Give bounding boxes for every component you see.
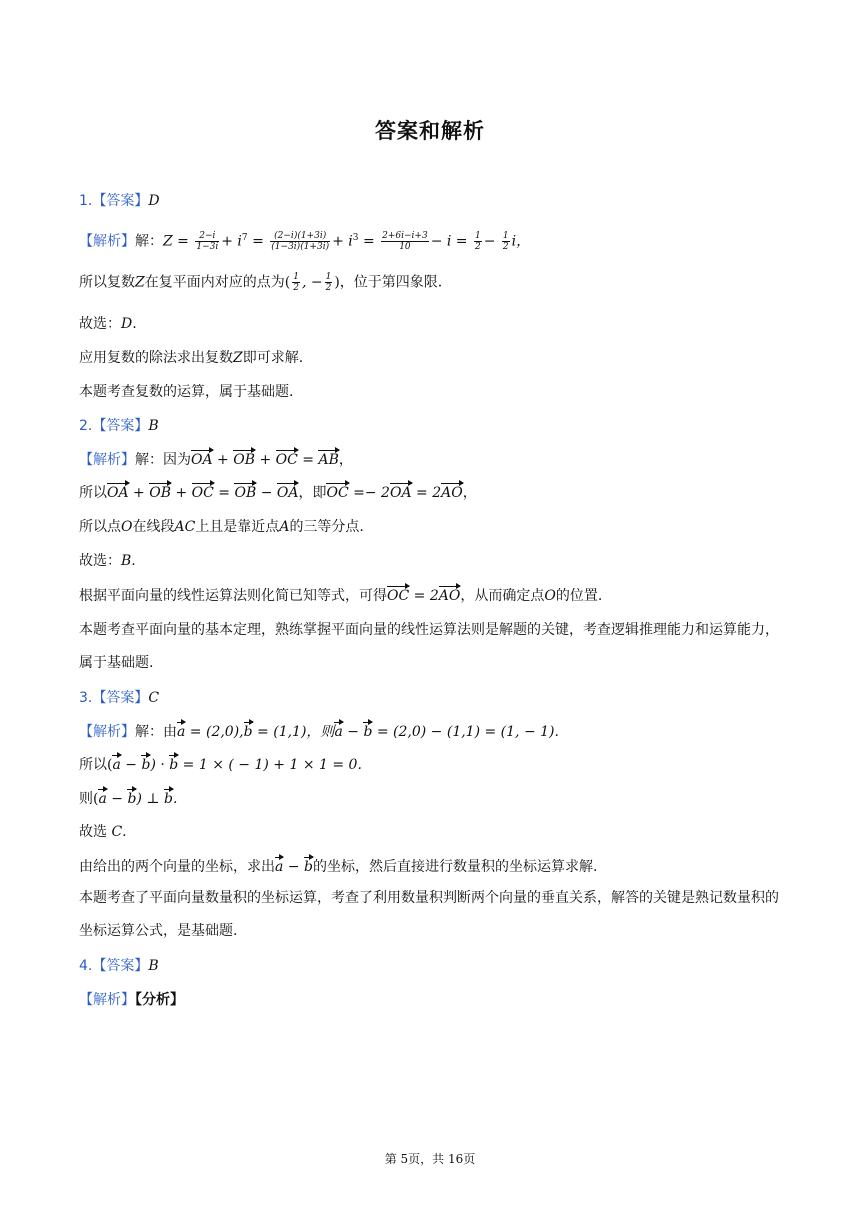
denominator: 10 [399,242,411,253]
q2-derive-line [79,483,790,503]
math: O [121,519,133,535]
math: AC [174,519,196,535]
denominator: 2 [293,283,299,293]
math: . [172,791,178,807]
vector: OC [326,485,349,501]
vector: b [169,757,179,773]
denominator: 2 [475,242,481,253]
text: 即可求解. [242,350,304,366]
text: 故选： [79,316,121,332]
q1-answer: D [148,193,160,209]
q2-answer-line [79,416,790,436]
vector: b [243,724,253,740]
vector: AO [441,485,463,501]
text: ，从而确定点 [460,588,545,604]
text: . [122,824,127,840]
math: Z = [163,233,189,250]
vector: a [275,859,284,875]
exponent: 3 [352,233,359,243]
fraction [474,231,482,252]
math: ) · [150,757,170,773]
q1-answer-tag: 【答案】 [92,193,149,209]
math: ) ⊥ [136,791,164,807]
q3-number: 3. [79,690,93,706]
text: 的位置. [555,588,603,604]
q3-conclude-line [79,789,790,809]
math: − i = [430,233,468,250]
page-title: 答案和解析 [375,119,485,143]
page-footer: 第 5页，共 16页 [384,1152,476,1166]
q1-choice-line [79,314,790,334]
q4-answer-line [79,956,790,976]
vector: b [363,724,373,740]
q4-analysis-line [79,990,790,1010]
text: 故选： [79,553,121,569]
numerator: 1 [475,231,481,242]
math: + i [332,233,353,250]
math: − [483,233,496,250]
math: + [212,452,234,468]
q1-analysis-tag: 【解析】 [79,233,135,250]
q2-answer-tag: 【答案】 [92,418,149,434]
vector: OC [387,588,410,604]
math: , − [301,274,323,291]
text: 在线段 [132,519,175,535]
q2-answer: B [148,418,159,434]
fraction [195,231,219,252]
text: ， [338,452,353,468]
vector: b [304,859,313,875]
text: 则( [79,791,99,807]
denominator: 2 [325,283,332,293]
math: − [256,485,277,501]
numerator: 1 [502,231,509,242]
text: 根据平面向量的线性运算法则化简已知等式，可得 [79,588,387,604]
q2-choice-line [79,551,790,571]
vector: a [177,724,186,740]
fraction [381,231,429,252]
vector: OC [191,485,214,501]
denominator: 1−3i [196,242,219,253]
math: i， [511,233,531,250]
q1-comment-line: 本题考查复数的运算，属于基础题. [79,384,294,400]
fraction [270,231,330,252]
q2-comment-line: 本题考查平面向量的基本定理，熟练掌握平面向量的线性运算法则是解题的关键，考查逻辑推理能力和运算能力，属于基础题. [79,622,779,671]
text: 所以点 [79,519,121,535]
math: = [213,485,235,501]
text: . [132,316,137,332]
vector: b [141,757,151,773]
math: + [171,485,192,501]
q1-number: 1. [79,193,93,209]
text: ， [462,485,477,501]
q4-answer: B [148,958,159,974]
q3-analysis-tag: 【解析】 [79,724,135,740]
math: =− 2 [348,485,390,501]
text: 上且是靠近点 [195,519,280,535]
text: 解： [135,233,163,250]
vector: OB [234,485,257,501]
vector: b [127,791,137,807]
vector: OA [191,452,213,468]
fraction [292,272,300,293]
math: − [106,791,128,807]
denominator: (1−3i)(1+3i) [271,242,330,253]
numerator: 1 [325,272,332,282]
q3-answer: C [148,690,160,706]
q4-fenxi-tag: 【分析】 [135,992,184,1008]
vector: a [112,757,121,773]
text: 所以 [79,485,107,501]
numerator: 2−i [195,231,219,242]
q3-answer-line [79,688,790,708]
math: + [255,452,276,468]
q2-method-line [79,586,790,606]
math: = 2 [409,588,439,604]
text: 解：由 [135,724,177,740]
text: 的三等分点. [289,519,364,535]
math: C [111,824,123,840]
denominator: 2 [502,242,509,253]
q2-analysis-tag: 【解析】 [79,452,135,468]
math: = (1,1)，则 [252,724,335,740]
math: Z [135,274,145,291]
text: 在复平面内对应的点为( [144,274,291,291]
q2-solution-line [79,450,790,470]
q2-number: 2. [79,418,93,434]
math: = (2,0), [185,724,244,740]
q4-analysis-tag: 【解析】 [79,992,135,1008]
text: 故选 [79,824,112,840]
vector: a [334,724,343,740]
vector: OB [233,452,255,468]
vector: OA [389,485,412,501]
math: = 2 [411,485,442,501]
fraction [325,272,333,293]
math: + i [221,233,242,250]
vector: AB [318,452,339,468]
vector: AO [438,588,461,604]
q3-solution-line [79,722,790,742]
numerator: (2−i)(1+3i) [270,231,330,242]
math: = [247,233,264,250]
math: = 1 × ( − 1) + 1 × 1 = 0. [178,757,362,773]
q3-comment-line: 本题考查了平面向量数量积的坐标运算，考查了利用数量积判断两个向量的垂直关系，解答的关键是熟记数量积的坐标运算公式，是基础题. [79,890,779,939]
q3-derive-line [79,755,790,775]
vector: a [98,791,107,807]
vector: OC [275,452,298,468]
math: O [544,588,556,604]
text: 解：因为 [135,452,191,468]
math: − [120,757,142,773]
math: Z [233,350,243,366]
text: ，即 [298,485,327,501]
q4-number: 4. [79,958,93,974]
fraction [502,231,510,252]
q2-explain-line [79,517,790,537]
q1-solution-line [79,228,790,252]
text: 所以( [79,757,113,773]
vector: OB [149,485,171,501]
text: 所以复数 [79,274,135,291]
math: = (2,0) − (1,1) = (1, − 1). [372,724,559,740]
q1-explain-line [79,272,790,293]
q3-choice-line [79,822,790,842]
vector: OA [276,485,299,501]
numerator: 2+6i−i+3 [382,231,428,242]
math: D [121,316,133,332]
q3-method-line [79,857,790,877]
q1-answer-line [79,191,790,211]
math: B [121,553,132,569]
exponent: 7 [241,233,248,243]
q4-answer-tag: 【答案】 [92,958,149,974]
vector: b [163,791,173,807]
text: 的坐标，然后直接进行数量积的坐标运算求解. [312,859,598,875]
math: + [128,485,150,501]
math: = [297,452,319,468]
math: − [283,859,304,875]
numerator: 1 [293,272,299,282]
vector: OA [107,485,129,501]
math: = [358,233,375,250]
math: A [279,519,290,535]
math: − [342,724,364,740]
q1-method-line [79,348,790,368]
text: . [131,553,136,569]
text: )，位于第四象限. [334,274,443,291]
text: 应用复数的除法求出复数 [79,350,233,366]
q3-answer-tag: 【答案】 [92,690,149,706]
text: 由给出的两个向量的坐标，求出 [79,859,275,875]
